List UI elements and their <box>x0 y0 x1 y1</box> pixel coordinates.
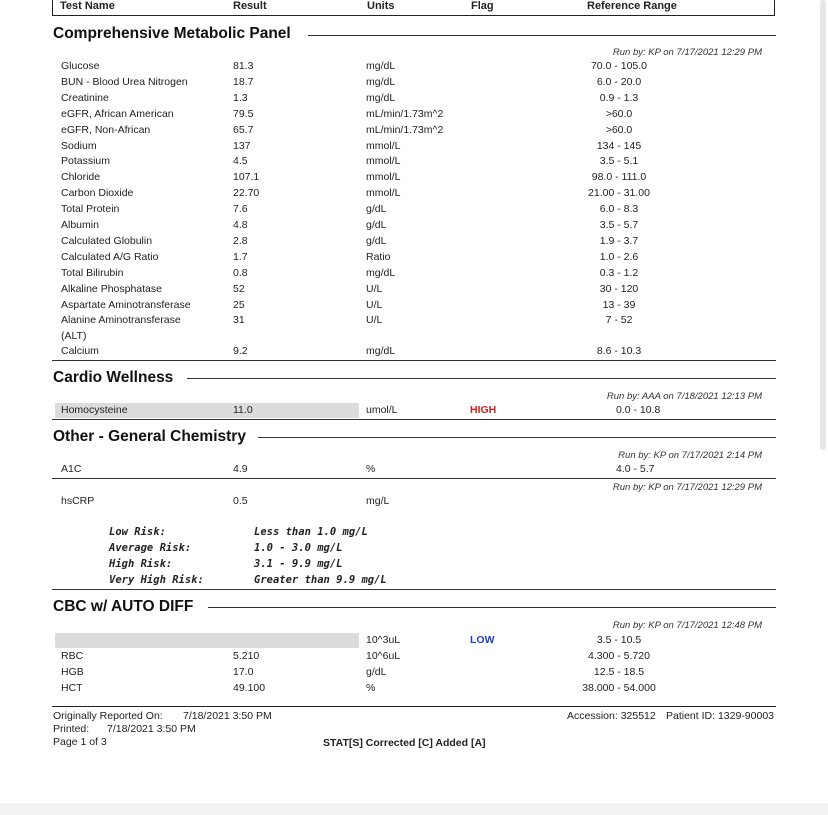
test-name: eGFR, Non-African <box>61 123 151 136</box>
table-row <box>55 494 775 510</box>
page-bottom-shade <box>0 803 828 815</box>
test-reference: 0.0 - 10.8 <box>616 404 661 416</box>
table-row <box>55 107 775 123</box>
section-divider <box>308 35 776 36</box>
test-result: 31 <box>233 314 245 327</box>
risk-value: 3.1 - 9.9 mg/L <box>254 558 343 570</box>
test-reference: 7 - 52 <box>605 314 633 327</box>
test-result: 2.8 <box>233 234 248 247</box>
test-result: 81.3 <box>233 60 254 72</box>
accession: Accession: 325512 <box>567 710 656 722</box>
test-result: 17.0 <box>233 666 254 678</box>
table-row <box>55 218 775 234</box>
table-row <box>55 282 775 298</box>
test-name: Sodium <box>61 139 97 152</box>
risk-value: 1.0 - 3.0 mg/L <box>254 542 343 554</box>
page-number: Page 1 of 3 <box>53 736 107 748</box>
table-row <box>55 186 775 202</box>
table-row <box>55 403 775 419</box>
test-result: 1.7 <box>233 250 248 263</box>
test-reference: >60.0 <box>605 123 633 136</box>
section-bottom-rule <box>52 419 776 420</box>
test-units: mg/L <box>366 495 390 507</box>
test-name: HGB <box>61 666 84 678</box>
test-result: 22.70 <box>233 187 260 200</box>
test-result: 1.3 <box>233 91 248 104</box>
test-units: mg/dL <box>366 345 396 357</box>
test-units: mg/dL <box>366 75 396 88</box>
section-divider <box>258 437 776 438</box>
test-reference: 30 - 120 <box>599 282 639 295</box>
section-title-cmp: Comprehensive Metabolic Panel <box>53 25 291 42</box>
section-title-cbc: CBC w/ AUTO DIFF <box>53 598 194 615</box>
test-units: mmol/L <box>366 155 401 168</box>
test-result: 0.8 <box>233 266 248 279</box>
test-result: 25 <box>233 298 245 311</box>
test-name: Potassium <box>61 155 111 168</box>
test-name: Total Protein <box>61 203 120 216</box>
test-result: 0.5 <box>233 495 248 507</box>
test-reference: 3.5 - 5.7 <box>599 219 639 231</box>
risk-label: Very High Risk: <box>109 574 204 586</box>
table-row <box>55 649 775 665</box>
run-by-cbc: Run by: KP on 7/17/2021 12:48 PM <box>612 620 762 631</box>
test-units: mg/dL <box>366 91 396 104</box>
table-row <box>55 266 775 282</box>
test-reference: >60.0 <box>605 107 633 120</box>
section-title-cardio: Cardio Wellness <box>53 369 174 386</box>
test-units: umol/L <box>366 404 398 416</box>
test-result: 5.210 <box>233 650 260 662</box>
test-result: 11.0 <box>233 404 253 416</box>
test-reference: 1.0 - 2.6 <box>599 250 639 263</box>
table-row <box>55 75 775 91</box>
table-row <box>55 313 775 329</box>
test-reference: 4.300 - 5.720 <box>588 650 650 662</box>
test-name: Total Bilirubin <box>61 266 124 279</box>
test-reference: 70.0 - 105.0 <box>590 60 648 72</box>
test-reference: 134 - 145 <box>596 139 642 152</box>
table-row <box>55 234 775 250</box>
table-row <box>55 91 775 107</box>
test-name: eGFR, African American <box>61 107 174 120</box>
test-name: Glucose <box>61 60 100 72</box>
test-result: 137 <box>233 139 251 152</box>
test-reference: 12.5 - 18.5 <box>593 666 645 678</box>
table-row <box>55 665 775 681</box>
status-legend: STAT[S] Corrected [C] Added [A] <box>323 737 486 749</box>
col-units: Units <box>367 0 395 12</box>
test-units: U/L <box>366 314 383 327</box>
col-test-name: Test Name <box>60 0 115 12</box>
printed-value: 7/18/2021 3:50 PM <box>107 723 196 735</box>
test-name: Chloride <box>61 171 101 184</box>
test-reference: 8.6 - 10.3 <box>596 345 642 357</box>
table-row <box>55 681 775 697</box>
test-name: Alanine Aminotransferase <box>61 314 181 327</box>
section-divider <box>208 607 776 608</box>
run-by-hscrp: Run by: KP on 7/17/2021 12:29 PM <box>612 482 762 493</box>
test-reference: 0.3 - 1.2 <box>599 266 639 279</box>
test-units: mmol/L <box>366 171 401 184</box>
table-row <box>55 139 775 155</box>
test-units: mL/min/1.73m^2 <box>366 123 444 136</box>
table-row <box>55 462 775 478</box>
test-reference: 1.9 - 3.7 <box>599 234 639 247</box>
test-result: 65.7 <box>233 123 254 136</box>
test-units: U/L <box>366 282 383 295</box>
test-name: hsCRP <box>61 495 95 507</box>
test-result: 7.6 <box>233 203 248 216</box>
test-units: g/dL <box>366 234 387 247</box>
section-divider <box>187 378 776 379</box>
test-result: 4.8 <box>233 219 248 231</box>
test-reference: 6.0 - 20.0 <box>596 75 642 88</box>
run-by-a1c: Run by: KP on 7/17/2021 2:14 PM <box>618 450 762 461</box>
test-units: % <box>366 682 376 694</box>
test-reference: 4.0 - 5.7 <box>616 463 655 475</box>
test-reference: 13 - 39 <box>602 298 636 311</box>
table-row <box>55 329 775 345</box>
run-by-cardio: Run by: AAA on 7/18/2021 12:13 PM <box>606 391 762 402</box>
reported-on-value: 7/18/2021 3:50 PM <box>183 710 272 722</box>
test-units: 10^6uL <box>366 650 401 662</box>
test-result: 49.100 <box>233 682 266 694</box>
risk-label: High Risk: <box>109 558 173 570</box>
table-row <box>55 123 775 139</box>
reported-on-label: Originally Reported On: <box>53 710 163 722</box>
test-name: Homocysteine <box>61 404 128 416</box>
table-row <box>55 298 775 314</box>
test-units: g/dL <box>366 203 387 216</box>
vertical-scrollbar[interactable] <box>820 0 826 450</box>
test-units: mmol/L <box>366 187 401 200</box>
section-title-other: Other - General Chemistry <box>53 428 246 445</box>
row-highlight <box>55 633 359 648</box>
table-row <box>55 59 775 75</box>
footer-rule <box>52 706 776 707</box>
test-result: 52 <box>233 282 245 295</box>
table-row <box>55 344 775 360</box>
test-flag: LOW <box>470 634 495 646</box>
test-units: Ratio <box>366 250 391 263</box>
test-units: mg/dL <box>366 60 396 72</box>
test-reference: 21.00 - 31.00 <box>588 187 650 200</box>
test-units: mmol/L <box>366 139 401 152</box>
test-reference: 6.0 - 8.3 <box>599 203 639 216</box>
test-name: Calculated Globulin <box>61 234 153 247</box>
col-flag: Flag <box>471 0 494 12</box>
test-result: 9.2 <box>233 345 248 357</box>
test-name: RBC <box>61 650 84 662</box>
col-result: Result <box>233 0 267 12</box>
table-row <box>55 170 775 186</box>
test-units: % <box>366 463 376 475</box>
test-units: mg/dL <box>366 266 396 279</box>
test-result: 107.1 <box>233 171 260 184</box>
test-name: BUN - Blood Urea Nitrogen <box>61 75 188 88</box>
alt-suffix: (ALT) <box>61 330 87 342</box>
test-result: 79.5 <box>233 107 254 120</box>
test-name: Calcium <box>61 345 99 357</box>
table-row <box>55 202 775 218</box>
test-name: HCT <box>61 682 83 694</box>
test-units: U/L <box>366 298 383 311</box>
test-units: g/dL <box>366 666 387 678</box>
printed-label: Printed: <box>53 723 90 735</box>
risk-value: Less than 1.0 mg/L <box>254 526 368 538</box>
col-reference-range: Reference Range <box>587 0 677 12</box>
test-name: Calculated A/G Ratio <box>61 250 159 263</box>
table-row <box>55 154 775 170</box>
flag-high-badge: HIGH <box>470 404 497 416</box>
column-header <box>52 0 775 16</box>
test-units: 10^3uL <box>366 634 401 646</box>
section-bottom-rule <box>52 360 776 361</box>
test-reference: 0.9 - 1.3 <box>599 91 639 104</box>
test-reference: 3.5 - 10.5 <box>596 634 642 646</box>
patient-id: Patient ID: 1329-90003 <box>666 710 774 722</box>
test-reference: 3.5 - 5.1 <box>599 155 639 168</box>
table-row <box>55 250 775 266</box>
test-name: Aspartate Aminotransferase <box>61 298 191 311</box>
run-by-cmp: Run by: KP on 7/17/2021 12:29 PM <box>612 47 762 58</box>
test-result: 4.5 <box>233 155 248 168</box>
test-units: mL/min/1.73m^2 <box>366 107 444 120</box>
test-name: Albumin <box>61 219 99 231</box>
test-name: Creatinine <box>61 91 109 104</box>
risk-label: Low Risk: <box>109 526 166 538</box>
test-name: Carbon Dioxide <box>61 187 134 200</box>
test-reference: 38.000 - 54.000 <box>582 682 656 694</box>
section-bottom-rule <box>52 589 776 590</box>
risk-value: Greater than 9.9 mg/L <box>254 574 387 586</box>
test-name: A1C <box>61 463 82 475</box>
risk-label: Average Risk: <box>109 542 192 554</box>
test-result: 18.7 <box>233 75 254 88</box>
test-reference: 98.0 - 111.0 <box>591 171 647 184</box>
test-name: Alkaline Phosphatase <box>61 282 162 295</box>
test-result: 4.9 <box>233 463 248 475</box>
test-units: g/dL <box>366 219 387 231</box>
row-rule <box>52 478 776 479</box>
